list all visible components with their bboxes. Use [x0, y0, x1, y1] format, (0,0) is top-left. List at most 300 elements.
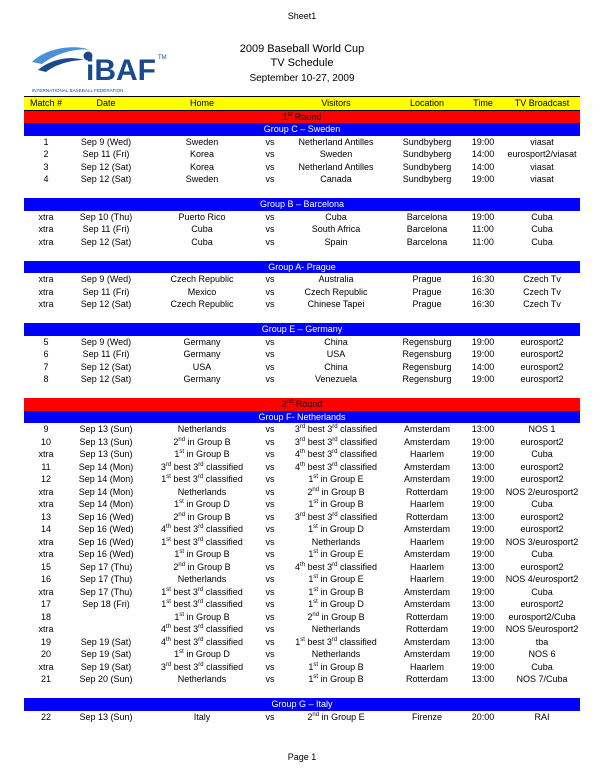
group-header-row	[24, 323, 580, 336]
cell-match-number: 3	[43, 161, 49, 172]
column-header-time: Time	[462, 97, 504, 111]
cell-location: Amsterdam	[403, 549, 450, 559]
cell-match-number: xtra	[38, 586, 54, 597]
cell-visitors: 1st in Group E	[308, 549, 364, 559]
table-row	[24, 548, 580, 561]
round-label: 2nd Round	[24, 398, 580, 411]
cell-tv-broadcast: Czech Tv	[523, 274, 561, 284]
cell-tv-broadcast: NOS 1	[528, 424, 556, 434]
cell-match-number: xtra	[38, 299, 54, 309]
cell-match-number: 6	[43, 349, 49, 359]
cell-tv-broadcast: eurosport2	[520, 336, 564, 347]
cell-date: Sep 17 (Thu)	[79, 586, 133, 597]
cell-vs: vs	[265, 486, 275, 497]
cell-match-number: 21	[40, 674, 51, 684]
cell-location: Haarlem	[409, 574, 444, 584]
cell-match-number: 5	[43, 336, 49, 347]
column-header-location: Location	[392, 97, 462, 111]
cell-time: 19:00	[471, 586, 495, 597]
spacer-cell	[24, 186, 580, 199]
cell-location: Prague	[412, 299, 442, 309]
cell-vs: vs	[265, 586, 275, 597]
cell-location: Rotterdam	[405, 486, 449, 497]
cell-home: Sweden	[185, 136, 219, 147]
cell-date: Sep 16 (Wed)	[78, 524, 134, 534]
cell-date: Sep 12 (Sat)	[80, 174, 132, 184]
column-header-vs	[260, 97, 280, 111]
cell-home: Italy	[193, 711, 211, 722]
table-row	[24, 661, 580, 674]
spacer-row	[24, 686, 580, 699]
page-title: 2009 Baseball World Cup	[239, 43, 365, 55]
cell-time: 19:00	[471, 174, 495, 184]
cell-date: Sep 18 (Fri)	[82, 599, 130, 609]
cell-time: 13:00	[471, 461, 495, 472]
cell-time: 19:00	[471, 549, 495, 559]
spacer-cell	[24, 311, 580, 324]
cell-visitors: Spain	[324, 236, 348, 247]
cell-tv-broadcast: eurosport2	[520, 599, 564, 609]
table-row	[24, 348, 580, 361]
cell-time: 11:00	[472, 236, 494, 247]
cell-home: 4th best 3rd classified	[161, 636, 243, 647]
cell-tv-broadcast: viasat	[530, 136, 554, 147]
cell-date: Sep 10 (Thu)	[79, 211, 133, 222]
cell-date: Sep 16 (Wed)	[78, 549, 134, 559]
cell-visitors: Netherlands	[311, 536, 361, 547]
cell-time: 19:00	[471, 624, 495, 634]
table-row	[24, 611, 580, 624]
cell-vs: vs	[265, 461, 275, 472]
cell-time: 13:00	[471, 636, 495, 647]
cell-location: Amsterdam	[403, 599, 450, 609]
table-row	[24, 536, 580, 549]
cell-location: Barcelona	[406, 211, 448, 222]
group-label: Group G – Italy	[24, 698, 580, 711]
cell-visitors: 4th best 3rd classified	[295, 449, 377, 459]
cell-visitors: Czech Republic	[304, 286, 368, 297]
cell-match-number: xtra	[38, 286, 54, 297]
cell-tv-broadcast: Cuba	[531, 586, 553, 597]
cell-match-number: 18	[40, 611, 51, 622]
cell-home: 2nd in Group B	[173, 561, 231, 572]
round-header-row	[24, 110, 580, 123]
cell-vs: vs	[265, 174, 275, 184]
cell-date: Sep 12 (Sat)	[80, 374, 132, 384]
spacer-row	[24, 248, 580, 261]
cell-time: 16:30	[471, 274, 495, 284]
cell-home: Korea	[189, 149, 215, 159]
svg-text:TM: TM	[158, 55, 167, 61]
cell-time: 20:00	[471, 711, 495, 722]
cell-home: Czech Republic	[170, 299, 234, 309]
cell-visitors: China	[324, 336, 348, 347]
cell-location: Barcelona	[406, 224, 448, 234]
cell-home: Germany	[183, 374, 221, 384]
column-header-row	[24, 97, 580, 111]
cell-vs: vs	[265, 636, 275, 647]
cell-location: Regensburg	[402, 374, 452, 384]
column-header-match-number: Match #	[24, 97, 68, 111]
table-row	[24, 573, 580, 586]
cell-date: Sep 14 (Mon)	[78, 461, 134, 472]
cell-location: Sundbyberg	[402, 149, 452, 159]
cell-vs: vs	[265, 536, 275, 547]
cell-tv-broadcast: eurosport2	[520, 436, 564, 447]
table-row	[24, 711, 580, 724]
cell-visitors: Sweden	[319, 149, 353, 159]
cell-visitors: 3rd best 3rd classified	[294, 511, 378, 522]
cell-location: Rotterdam	[405, 674, 449, 684]
table-row	[24, 211, 580, 224]
cell-home: 1st best 3rd classified	[161, 586, 243, 597]
spacer-cell	[24, 686, 580, 699]
cell-location: Rotterdam	[405, 611, 449, 622]
cell-location: Amsterdam	[403, 461, 450, 472]
cell-visitors: Chinese Tapei	[307, 299, 365, 309]
spacer-cell	[24, 248, 580, 261]
cell-location: Prague	[412, 286, 442, 297]
cell-match-number: xtra	[38, 536, 54, 547]
table-row	[24, 336, 580, 349]
page-subtitle: TV Schedule	[270, 57, 334, 69]
spacer-row	[24, 186, 580, 199]
cell-home: Sweden	[185, 174, 219, 184]
cell-vs: vs	[265, 474, 275, 484]
cell-tv-broadcast: NOS 7/Cuba	[516, 674, 568, 684]
cell-tv-broadcast: NOS 3/eurosport2	[505, 536, 579, 547]
table-row	[24, 136, 580, 149]
spacer-cell	[24, 386, 580, 399]
cell-vs: vs	[265, 361, 275, 372]
cell-match-number: 10	[40, 436, 51, 447]
cell-visitors: 1st in Group B	[308, 661, 364, 672]
cell-date: Sep 9 (Wed)	[80, 336, 132, 347]
sheet-label: Sheet1	[287, 11, 317, 21]
cell-location: Firenze	[411, 711, 442, 722]
table-row	[24, 298, 580, 311]
cell-time: 13:00	[471, 561, 495, 572]
cell-vs: vs	[265, 574, 275, 584]
cell-date: Sep 12 (Sat)	[80, 361, 132, 372]
cell-visitors: Cuba	[325, 211, 347, 222]
table-row	[24, 623, 580, 636]
cell-vs: vs	[265, 561, 275, 572]
cell-location: Amsterdam	[403, 474, 450, 484]
cell-location: Amsterdam	[403, 586, 450, 597]
table-row	[24, 561, 580, 574]
cell-date: Sep 16 (Wed)	[78, 536, 134, 547]
cell-match-number: 19	[40, 636, 51, 647]
table-row	[24, 273, 580, 286]
cell-vs: vs	[265, 161, 275, 172]
cell-time: 13:00	[471, 424, 495, 434]
cell-vs: vs	[265, 149, 275, 159]
cell-home: Puerto Rico	[178, 211, 226, 222]
cell-vs: vs	[265, 211, 275, 222]
cell-vs: vs	[265, 524, 275, 534]
cell-home: 2nd in Group B	[173, 436, 231, 447]
cell-date: Sep 13 (Sun)	[79, 424, 133, 434]
cell-tv-broadcast: eurosport2/Cuba	[508, 611, 576, 622]
cell-vs: vs	[265, 499, 275, 509]
cell-location: Regensburg	[402, 336, 452, 347]
round-label: 1st Round	[24, 110, 580, 123]
cell-visitors: Netherland Antilles	[298, 136, 374, 147]
table-row	[24, 673, 580, 686]
cell-time: 13:00	[471, 511, 495, 522]
cell-time: 19:00	[471, 611, 495, 622]
cell-home: 1st in Group B	[174, 611, 230, 622]
cell-tv-broadcast: Cuba	[531, 661, 553, 672]
cell-time: 19:00	[471, 661, 495, 672]
cell-vs: vs	[265, 711, 275, 722]
cell-time: 19:00	[471, 211, 495, 222]
cell-match-number: 8	[43, 374, 49, 384]
group-header-row	[24, 698, 580, 711]
cell-match-number: xtra	[38, 499, 54, 509]
cell-time: 14:00	[471, 161, 495, 172]
cell-location: Amsterdam	[403, 636, 450, 647]
cell-vs: vs	[265, 674, 275, 684]
cell-time: 11:00	[472, 224, 494, 234]
cell-date: Sep 11 (Fri)	[82, 224, 130, 234]
cell-date: Sep 11 (Fri)	[82, 149, 130, 159]
cell-visitors: 3rd best 3rd classified	[294, 436, 378, 447]
cell-location: Haarlem	[409, 499, 444, 509]
cell-match-number: 2	[43, 149, 49, 159]
cell-vs: vs	[265, 624, 275, 634]
date-range: September 10-27, 2009	[249, 73, 355, 84]
cell-visitors: Canada	[320, 174, 352, 184]
cell-home: Netherlands	[177, 674, 227, 684]
cell-visitors: China	[324, 361, 348, 372]
cell-date: Sep 19 (Sat)	[80, 636, 132, 647]
cell-location: Rotterdam	[405, 624, 449, 634]
cell-vs: vs	[265, 349, 275, 359]
cell-tv-broadcast: NOS 6	[528, 649, 556, 659]
cell-tv-broadcast: eurosport2	[520, 561, 564, 572]
cell-time: 19:00	[471, 474, 495, 484]
table-row	[24, 173, 580, 186]
table-row	[24, 423, 580, 436]
cell-date: Sep 13 (Sun)	[79, 436, 133, 447]
cell-date: Sep 17 (Thu)	[79, 561, 133, 572]
cell-visitors: South Africa	[311, 224, 361, 234]
cell-date: Sep 13 (Sun)	[79, 449, 133, 459]
cell-match-number: 9	[43, 424, 49, 434]
cell-vs: vs	[265, 436, 275, 447]
group-label: Group C – Sweden	[24, 123, 580, 136]
table-row	[24, 286, 580, 299]
cell-location: Sundbyberg	[402, 161, 452, 172]
cell-vs: vs	[265, 549, 275, 559]
table-row	[24, 361, 580, 374]
cell-vs: vs	[265, 424, 275, 434]
group-label: Group A- Prague	[24, 261, 580, 274]
cell-location: Amsterdam	[403, 424, 450, 434]
table-row	[24, 223, 580, 236]
cell-vs: vs	[265, 236, 275, 247]
cell-match-number: 7	[43, 361, 49, 372]
cell-home: 3rd best 3rd classified	[160, 461, 244, 472]
table-row	[24, 598, 580, 611]
cell-tv-broadcast: Cuba	[531, 499, 553, 509]
cell-home: Cuba	[191, 236, 213, 247]
cell-time: 19:00	[471, 649, 495, 659]
cell-location: Regensburg	[402, 361, 452, 372]
cell-visitors: Netherlands	[311, 649, 361, 659]
cell-match-number: xtra	[38, 211, 54, 222]
cell-match-number: 14	[40, 524, 51, 534]
schedule-table	[24, 96, 580, 723]
cell-time: 19:00	[471, 449, 495, 459]
cell-tv-broadcast: eurosport2	[520, 349, 564, 359]
spacer-row	[24, 386, 580, 399]
cell-visitors: 3rd best 3rd classified	[294, 424, 378, 434]
cell-tv-broadcast: eurosport2/viasat	[507, 149, 577, 159]
cell-match-number: xtra	[38, 236, 54, 247]
round-header-row	[24, 398, 580, 411]
table-row	[24, 636, 580, 649]
cell-match-number: xtra	[38, 549, 54, 559]
cell-home: 1st best 3rd classified	[161, 474, 243, 484]
cell-tv-broadcast: NOS 5/eurosport2	[505, 624, 579, 634]
cell-date: Sep 12 (Sat)	[80, 161, 132, 172]
cell-home: 1st in Group B	[174, 449, 230, 459]
cell-date: Sep 14 (Mon)	[78, 499, 134, 509]
table-row	[24, 586, 580, 599]
cell-vs: vs	[265, 224, 275, 234]
cell-tv-broadcast: eurosport2	[520, 361, 564, 372]
column-header-tv-broadcast: TV Broadcast	[504, 97, 580, 111]
table-row	[24, 648, 580, 661]
cell-visitors: 2nd in Group B	[307, 486, 365, 497]
cell-tv-broadcast: Cuba	[531, 449, 553, 459]
cell-time: 19:00	[471, 374, 495, 384]
cell-time: 13:00	[471, 674, 495, 684]
cell-match-number: 4	[43, 174, 49, 184]
cell-tv-broadcast: eurosport2	[520, 524, 564, 534]
svg-text:INTERNATIONAL BASEBALL FEDERAT: INTERNATIONAL BASEBALL FEDERATION	[32, 88, 124, 93]
cell-date: Sep 14 (Mon)	[78, 474, 134, 484]
cell-location: Amsterdam	[403, 649, 450, 659]
cell-vs: vs	[265, 374, 275, 384]
cell-home: 4th best 3rd classified	[161, 524, 243, 534]
table-row	[24, 236, 580, 249]
cell-match-number: 17	[40, 599, 51, 609]
cell-location: Prague	[412, 274, 442, 284]
cell-time: 19:00	[471, 499, 495, 509]
cell-location: Sundbyberg	[402, 136, 452, 147]
cell-date: Sep 9 (Wed)	[80, 274, 132, 284]
cell-location: Sundbyberg	[402, 174, 452, 184]
cell-match-number: xtra	[38, 486, 54, 497]
cell-tv-broadcast: Cuba	[531, 236, 553, 247]
cell-time: 19:00	[471, 536, 495, 547]
cell-vs: vs	[265, 661, 275, 672]
cell-tv-broadcast: Cuba	[531, 224, 553, 234]
cell-home: Czech Republic	[170, 274, 234, 284]
cell-visitors: 1st in Group E	[308, 474, 364, 484]
group-header-row	[24, 261, 580, 274]
cell-visitors: 1st in Group B	[308, 586, 364, 597]
table-row	[24, 511, 580, 524]
cell-match-number: 20	[40, 649, 51, 659]
cell-location: Haarlem	[409, 536, 444, 547]
cell-home: 1st in Group B	[174, 549, 230, 559]
cell-match-number: xtra	[38, 661, 54, 672]
cell-time: 19:00	[471, 574, 495, 584]
cell-match-number: xtra	[38, 624, 54, 634]
cell-tv-broadcast: viasat	[530, 161, 554, 172]
cell-date: Sep 12 (Sat)	[80, 299, 132, 309]
cell-visitors: Netherlands	[311, 624, 361, 634]
table-row	[24, 473, 580, 486]
cell-date: Sep 11 (Fri)	[82, 349, 130, 359]
cell-home: USA	[192, 361, 212, 372]
cell-date: Sep 9 (Wed)	[80, 136, 132, 147]
cell-tv-broadcast: NOS 2/eurosport2	[505, 486, 579, 497]
table-row	[24, 161, 580, 174]
page-number: Page 1	[287, 752, 317, 762]
cell-tv-broadcast: RAI	[534, 711, 550, 722]
cell-tv-broadcast: Cuba	[531, 549, 553, 559]
cell-visitors: 1st in Group D	[308, 524, 364, 534]
cell-home: Netherlands	[177, 424, 227, 434]
cell-home: Korea	[189, 161, 215, 172]
cell-location: Amsterdam	[403, 436, 450, 447]
cell-date: Sep 13 (Sun)	[79, 711, 133, 722]
cell-visitors: USA	[326, 349, 346, 359]
cell-tv-broadcast: Czech Tv	[523, 299, 561, 309]
table-row	[24, 448, 580, 461]
cell-vs: vs	[265, 274, 275, 284]
svg-text:iBAF: iBAF	[86, 54, 156, 87]
cell-time: 19:00	[471, 136, 495, 147]
group-header-row	[24, 411, 580, 424]
column-header-date: Date	[68, 97, 144, 111]
cell-time: 19:00	[471, 486, 495, 497]
cell-time: 16:30	[471, 299, 495, 309]
table-row	[24, 523, 580, 536]
group-label: Group F- Netherlands	[24, 411, 580, 424]
cell-home: Mexico	[187, 286, 217, 297]
cell-tv-broadcast: eurosport2	[520, 374, 564, 384]
cell-vs: vs	[265, 136, 275, 147]
cell-location: Barcelona	[406, 236, 448, 247]
cell-location: Haarlem	[409, 449, 444, 459]
cell-tv-broadcast: viasat	[530, 174, 554, 184]
spacer-row	[24, 311, 580, 324]
cell-vs: vs	[265, 611, 275, 622]
cell-tv-broadcast: eurosport2	[520, 511, 564, 522]
cell-date: Sep 20 (Sun)	[79, 674, 133, 684]
cell-match-number: 12	[40, 474, 51, 484]
cell-match-number: 11	[41, 461, 51, 472]
cell-date: Sep 16 (Wed)	[78, 511, 134, 522]
cell-time: 14:00	[471, 149, 495, 159]
table-row	[24, 436, 580, 449]
cell-match-number: 22	[40, 711, 51, 722]
cell-time: 19:00	[471, 336, 495, 347]
cell-visitors: 2nd in Group E	[307, 711, 365, 722]
cell-tv-broadcast: eurosport2	[520, 461, 564, 472]
column-header-home: Home	[144, 97, 260, 111]
cell-date: Sep 17 (Thu)	[79, 574, 133, 584]
cell-date: Sep 11 (Fri)	[82, 286, 130, 297]
cell-time: 19:00	[471, 524, 495, 534]
